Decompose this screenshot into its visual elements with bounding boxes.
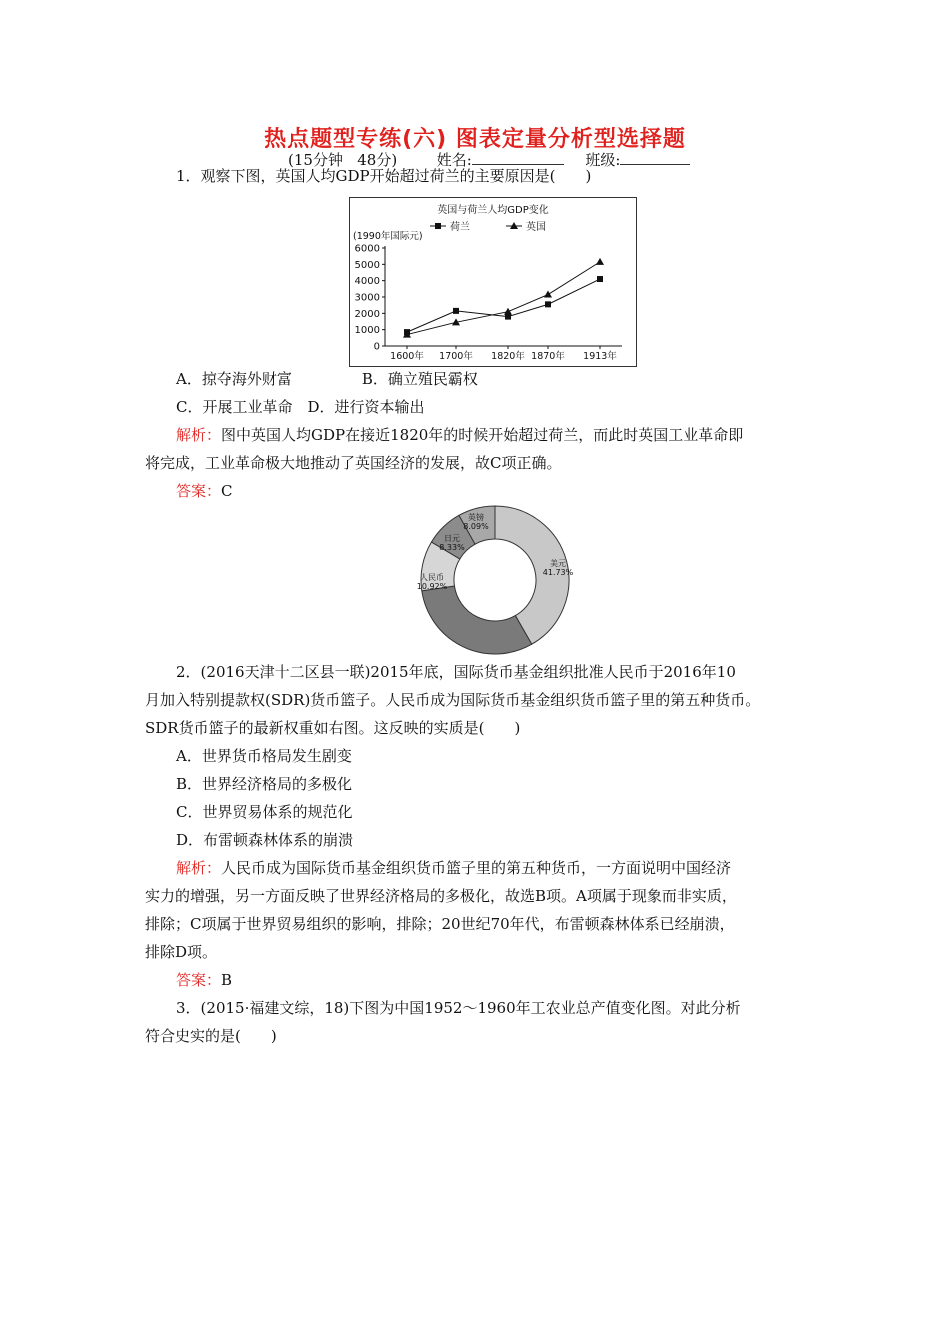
slice-value-label: 10.92% [416, 582, 448, 591]
q2-answer [176, 970, 232, 990]
q2-stem-line3: SDR货币篮子的最新权重如右图。这反映的实质是( ) [145, 719, 521, 737]
q1-answer-label: 答案： [176, 482, 222, 500]
y-tick-label: 4000 [354, 276, 380, 288]
q2-answer-value: B [221, 971, 233, 989]
x-tick-label: 1870年 [531, 351, 565, 362]
q3-stem-line1: 3．(2015·福建文综，18)下图为中国1952～1960年工农业总产值变化图。对此分析 [176, 999, 741, 1017]
legend-label-uk: 英国 [526, 222, 546, 233]
q1-analysis-text: 图中英国人均GDP在接近1820年的时候开始超过荷兰，而此时英国工业革命即 [221, 426, 744, 444]
sdr-donut-chart [410, 504, 580, 656]
legend-label-netherlands: 荷兰 [450, 222, 470, 233]
q2-analysis-text: 人民币成为国际货币基金组织货币篮子里的第五种货币，一方面说明中国经济 [221, 859, 732, 877]
data-point-netherlands [453, 308, 459, 314]
q2-option-d: D．布雷顿森林体系的崩溃 [176, 831, 354, 849]
x-tick-label: 1700年 [439, 351, 473, 362]
time-limit: (15分钟 [288, 151, 343, 169]
q3-stem-line2: 符合史实的是( ) [145, 1027, 277, 1045]
q1-answer-value: C [221, 482, 233, 500]
y-tick-label: 0 [373, 341, 380, 353]
q2-analysis-line4: 排除D项。 [145, 943, 218, 961]
q1-analysis-line1 [176, 425, 743, 445]
chart-legend [430, 220, 546, 233]
q2-option-b: B．世界经济格局的多极化 [176, 775, 353, 793]
data-point-uk [544, 291, 552, 298]
slice-value-label: 41.73% [542, 568, 574, 577]
series-line-uk [407, 262, 600, 335]
y-tick-label: 6000 [354, 243, 380, 255]
q1-options-row1 [176, 369, 478, 389]
class-field[interactable] [620, 150, 690, 165]
q2-analysis-line3: 排除；C项属于世界贸易组织的影响，排除；20世纪70年代，布雷顿森林体系已经崩溃， [145, 915, 735, 933]
slice-value-label: 8.09% [463, 522, 489, 531]
slice-label: 英镑 [468, 513, 484, 522]
name-field[interactable] [472, 150, 564, 165]
slice-label: 人民币 [420, 573, 444, 582]
q2-stem-line1: 2．(2016天津十二区县一联)2015年底，国际货币基金组织批准人民币于2016年10 [176, 663, 736, 681]
name-label: 姓名: [436, 151, 472, 169]
y-axis-label: (1990年国际元) [353, 231, 423, 242]
x-tick-label: 1820年 [491, 351, 525, 362]
y-tick-label: 1000 [354, 325, 380, 337]
x-tick-label: 1913年 [583, 351, 617, 362]
q1-option-a: A．掠夺海外财富 [176, 370, 292, 388]
q2-analysis-line2: 实力的增强，另一方面反映了世界经济格局的多极化，故选B项。A项属于现象而非实质， [145, 887, 737, 905]
slice-label: 美元 [550, 559, 566, 568]
q2-option-c: C．世界贸易体系的规范化 [176, 803, 353, 821]
slice-value-label: 8.33% [439, 543, 465, 552]
q2-answer-label: 答案： [176, 971, 222, 989]
y-tick-label: 2000 [354, 308, 380, 320]
q1-option-b: B．确立殖民霸权 [361, 370, 478, 388]
q2-option-a: A．世界货币格局发生剧变 [176, 747, 352, 765]
chart-title: 英国与荷兰人均GDP变化 [437, 205, 549, 216]
total-score: 48分) [357, 151, 398, 169]
data-point-uk [504, 308, 512, 315]
q1-analysis-label: 解析： [176, 426, 222, 444]
q2-analysis-label: 解析： [176, 859, 222, 877]
page-title: 热点题型专练(六) 图表定量分析型选择题 [264, 127, 686, 152]
q1-options-row2: C．开展工业革命 D．进行资本输出 [176, 398, 425, 416]
series-line-netherlands [407, 279, 600, 332]
data-point-netherlands [597, 276, 603, 282]
slice-label: 日元 [444, 534, 460, 543]
data-point-uk [596, 258, 604, 265]
q1-stem: 1．观察下图，英国人均GDP开始超过荷兰的主要原因是( ) [176, 167, 592, 185]
legend-marker-netherlands [435, 223, 441, 229]
sdr-donut-chart-svg [410, 504, 580, 656]
class-label: 班级: [585, 151, 621, 169]
gdp-line-chart-svg [350, 198, 636, 366]
donut-slice [422, 586, 532, 654]
data-point-netherlands [545, 301, 551, 307]
q1-analysis-line2: 将完成，工业革命极大地推动了英国经济的发展，故C项正确。 [145, 454, 562, 472]
y-tick-label: 3000 [354, 292, 380, 304]
x-tick-label: 1600年 [390, 351, 424, 362]
q1-answer [176, 481, 233, 501]
q2-analysis-line1 [176, 858, 731, 878]
q2-stem-line2: 月加入特别提款权(SDR)货币篮子。人民币成为国际货币基金组织货币篮子里的第五种货币。 [145, 691, 761, 709]
gdp-line-chart [349, 197, 637, 367]
y-tick-label: 5000 [354, 259, 380, 271]
